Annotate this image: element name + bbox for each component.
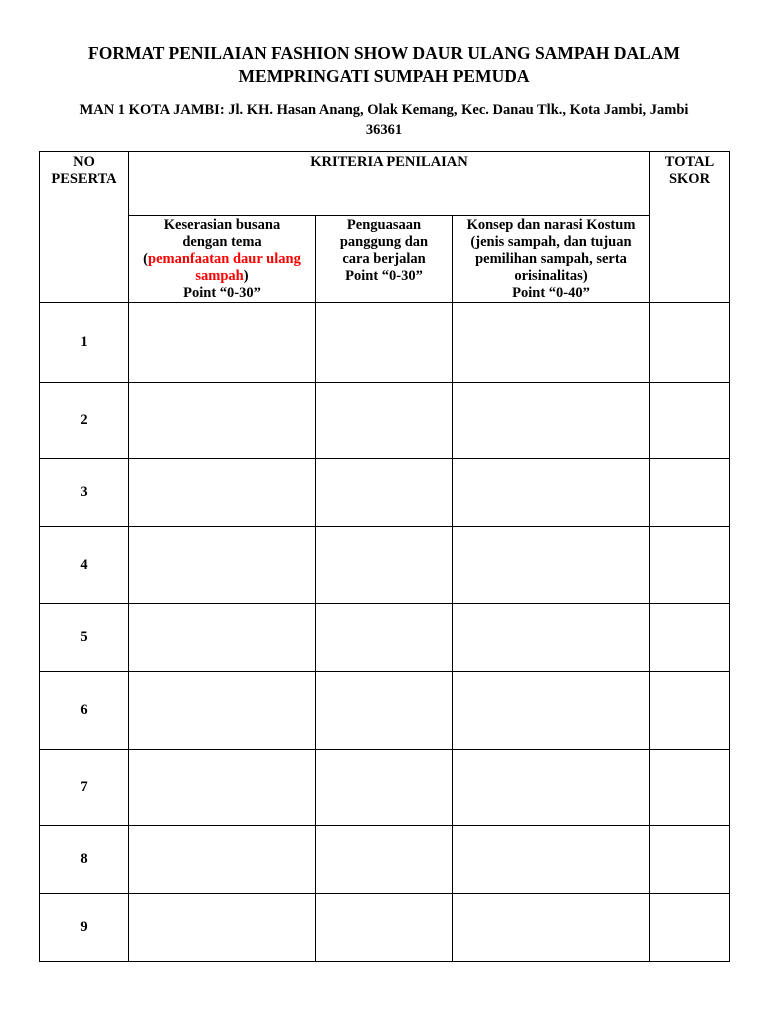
score-cell-konsep[interactable] <box>453 826 650 894</box>
score-cell-total[interactable] <box>650 826 730 894</box>
table-row <box>40 303 730 383</box>
criterion-1-points: Point “0-30” <box>183 285 261 301</box>
score-cell-penguasaan[interactable] <box>316 527 453 604</box>
score-cell-penguasaan[interactable] <box>316 672 453 750</box>
no-header-line-2: PESERTA <box>51 171 117 187</box>
address-line-2: 36361 <box>365 122 403 138</box>
participant-number: 5 <box>40 604 129 672</box>
table-row <box>40 894 730 962</box>
address-line-1: MAN 1 KOTA JAMBI: Jl. KH. Hasan Anang, Olak Kemang, Kec. Danau Tlk., Kota Jambi, Jambi <box>79 102 689 118</box>
score-cell-penguasaan[interactable] <box>316 750 453 826</box>
score-cell-keserasian[interactable] <box>129 459 316 527</box>
participant-number: 6 <box>40 672 129 750</box>
criterion-2-line-3: cara berjalan <box>342 251 426 267</box>
criterion-3-points: Point “0-40” <box>512 285 590 301</box>
table-row <box>40 826 730 894</box>
criterion-3-line-4: orisinalitas) <box>514 268 588 284</box>
criterion-3-line-2: (jenis sampah, dan tujuan <box>470 234 632 250</box>
score-cell-total[interactable] <box>650 383 730 459</box>
criterion-3-line-1: Konsep dan narasi Kostum <box>466 217 636 233</box>
score-cell-keserasian[interactable] <box>129 604 316 672</box>
no-header-line-1: NO <box>73 154 95 170</box>
score-cell-konsep[interactable] <box>453 303 650 383</box>
score-cell-konsep[interactable] <box>453 672 650 750</box>
criterion-1-highlight: pemanfaatan daur ulang sampah <box>148 251 301 284</box>
criterion-3-line-3: pemilihan sampah, serta <box>475 251 627 267</box>
total-header-line-2: SKOR <box>668 171 711 187</box>
score-cell-konsep[interactable] <box>453 894 650 962</box>
total-header-line-1: TOTAL <box>664 154 715 170</box>
score-cell-penguasaan[interactable] <box>316 383 453 459</box>
table-row <box>40 750 730 826</box>
assessment-table <box>39 151 730 962</box>
score-cell-penguasaan[interactable] <box>316 826 453 894</box>
score-cell-total[interactable] <box>650 672 730 750</box>
score-cell-konsep[interactable] <box>453 604 650 672</box>
table-row <box>40 527 730 604</box>
table-row <box>40 604 730 672</box>
score-cell-konsep[interactable] <box>453 383 650 459</box>
participant-number: 8 <box>40 826 129 894</box>
participant-number: 9 <box>40 894 129 962</box>
score-cell-keserasian[interactable] <box>129 527 316 604</box>
close-paren: ) <box>243 268 249 284</box>
score-cell-konsep[interactable] <box>453 459 650 527</box>
school-address <box>40 100 728 140</box>
criteria-header: KRITERIA PENILAIAN <box>129 152 650 216</box>
score-cell-penguasaan[interactable] <box>316 459 453 527</box>
participant-number: 4 <box>40 527 129 604</box>
criterion-1-line-1: Keserasian busana <box>163 217 281 233</box>
participant-number: 1 <box>40 303 129 383</box>
score-cell-penguasaan[interactable] <box>316 604 453 672</box>
criterion-konsep-narasi <box>453 216 650 303</box>
score-cell-total[interactable] <box>650 604 730 672</box>
title-line-1: FORMAT PENILAIAN FASHION SHOW DAUR ULANG SAMPAH DALAM <box>88 43 680 63</box>
table-row <box>40 672 730 750</box>
score-cell-konsep[interactable] <box>453 527 650 604</box>
score-cell-keserasian[interactable] <box>129 894 316 962</box>
criterion-1-highlight-block <box>129 251 315 285</box>
participant-number: 2 <box>40 383 129 459</box>
participant-number: 3 <box>40 459 129 527</box>
score-cell-keserasian[interactable] <box>129 672 316 750</box>
score-cell-total[interactable] <box>650 303 730 383</box>
score-cell-konsep[interactable] <box>453 750 650 826</box>
table-row <box>40 383 730 459</box>
score-cell-keserasian[interactable] <box>129 303 316 383</box>
score-cell-keserasian[interactable] <box>129 750 316 826</box>
open-paren: ( <box>143 251 148 267</box>
table-header-row <box>40 152 730 216</box>
document-title <box>40 42 728 88</box>
table-row <box>40 459 730 527</box>
score-cell-keserasian[interactable] <box>129 383 316 459</box>
participant-number: 7 <box>40 750 129 826</box>
score-cell-penguasaan[interactable] <box>316 894 453 962</box>
score-cell-total[interactable] <box>650 894 730 962</box>
criteria-subheader-row <box>40 216 730 303</box>
criterion-penguasaan-panggung <box>316 216 453 303</box>
no-peserta-header <box>40 152 129 303</box>
score-cell-total[interactable] <box>650 527 730 604</box>
criterion-keserasian-busana <box>129 216 316 303</box>
criterion-1-line-2: dengan tema <box>182 234 262 250</box>
score-cell-penguasaan[interactable] <box>316 303 453 383</box>
title-line-2: MEMPRINGATI SUMPAH PEMUDA <box>238 66 530 86</box>
criterion-2-line-2: panggung dan <box>339 234 429 250</box>
score-cell-keserasian[interactable] <box>129 826 316 894</box>
total-skor-header <box>650 152 730 303</box>
criterion-2-line-1: Penguasaan <box>346 217 422 233</box>
score-cell-total[interactable] <box>650 750 730 826</box>
score-cell-total[interactable] <box>650 459 730 527</box>
criterion-2-points: Point “0-30” <box>345 268 423 284</box>
